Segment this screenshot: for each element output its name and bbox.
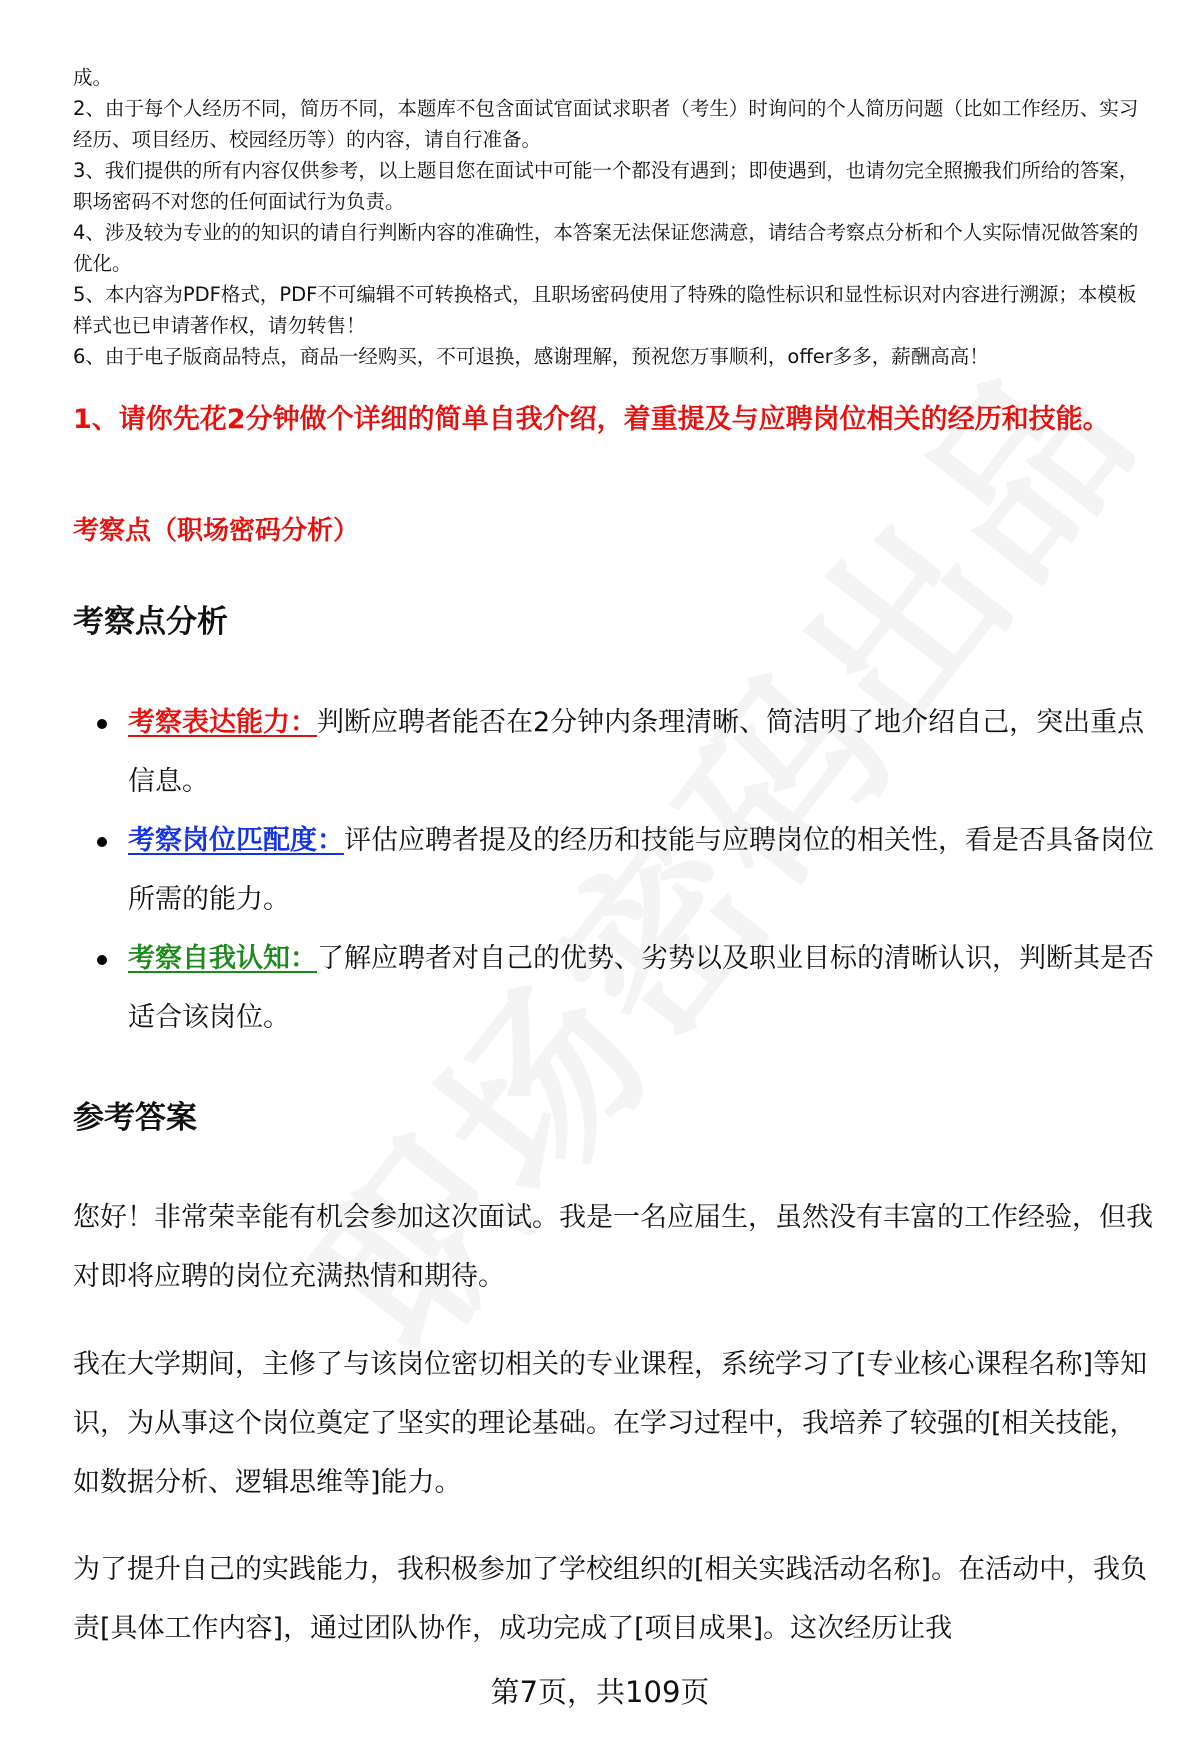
- bullet-dot-icon: [97, 955, 107, 965]
- answer-paragraph: 我在大学期间，主修了与该岗位密切相关的专业课程，系统学习了[专业核心课程名称]等知识，为从事这个岗位奠定了坚实的理论基础。在学习过程中，我培养了较强的[相关技能，如数据分析、逻辑思维等]能力。: [73, 1349, 1148, 1498]
- bullet-label: 考察表达能力：: [128, 707, 317, 738]
- bullet-item-self-awareness: [73, 929, 1163, 1047]
- answer-paragraph: 为了提升自己的实践能力，我积极参加了学校组织的[相关实践活动名称]。在活动中，我负责[具体工作内容]，通过团队协作，成功完成了[项目成果]。这次经历让我: [73, 1554, 1148, 1644]
- bullet-dot-icon: [97, 719, 107, 729]
- bullet-label: 考察自我认知：: [128, 943, 317, 974]
- bullet-item-expression: [73, 693, 1163, 811]
- note-item: 5、本内容为PDF格式，PDF不可编辑不可转换格式，且职场密码使用了特殊的隐性标识和显性标识对内容进行溯源；本模板样式也已申请著作权，请勿转售！: [73, 283, 1137, 337]
- notes-section: [73, 62, 1153, 372]
- bullet-text: 了解应聘者对自己的优势、劣势以及职业目标的清晰认识，判断其是否适合该岗位。: [128, 943, 1154, 1033]
- question-title: 1、请你先花2分钟做个详细的简单自我介绍，着重提及与应聘岗位相关的经历和技能。: [73, 404, 1110, 435]
- note-item: 6、由于电子版商品特点，商品一经购买，不可退换，感谢理解，预祝您万事顺利，offer多多，薪酬高高！: [73, 345, 989, 368]
- answer-paragraph: 您好！非常荣幸能有机会参加这次面试。我是一名应届生，虽然没有丰富的工作经验，但我对即将应聘的岗位充满热情和期待。: [73, 1202, 1153, 1292]
- analysis-label: 考察点（职场密码分析）: [73, 516, 360, 546]
- note-item: 成。: [73, 66, 113, 89]
- note-item: 2、由于每个人经历不同，简历不同，本题库不包含面试官面试求职者（考生）时询问的个人简历问题（比如工作经历、实习经历、项目经历、校园经历等）的内容，请自行准备。: [73, 97, 1139, 151]
- bullet-text: 判断应聘者能否在2分钟内条理清晰、简洁明了地介绍自己，突出重点信息。: [128, 707, 1145, 797]
- note-item: 4、涉及较为专业的的知识的请自行判断内容的准确性，本答案无法保证您满意，请结合考察点分析和个人实际情况做答案的优化。: [73, 221, 1139, 275]
- bullet-item-match: [73, 811, 1163, 929]
- page-number-footer: 第7页，共109页: [490, 1675, 710, 1709]
- analysis-heading: 考察点分析: [73, 604, 228, 640]
- bullet-label: 考察岗位匹配度：: [128, 825, 344, 856]
- note-item: 3、我们提供的所有内容仅供参考，以上题目您在面试中可能一个都没有遇到；即使遇到，也请勿完全照搬我们所给的答案，职场密码不对您的任何面试行为负责。: [73, 159, 1139, 213]
- answer-heading: 参考答案: [73, 1100, 197, 1136]
- bullet-dot-icon: [97, 837, 107, 847]
- analysis-bullet-list: [73, 693, 1163, 1047]
- bullet-text: 评估应聘者提及的经历和技能与应聘岗位的相关性，看是否具备岗位所需的能力。: [128, 825, 1154, 915]
